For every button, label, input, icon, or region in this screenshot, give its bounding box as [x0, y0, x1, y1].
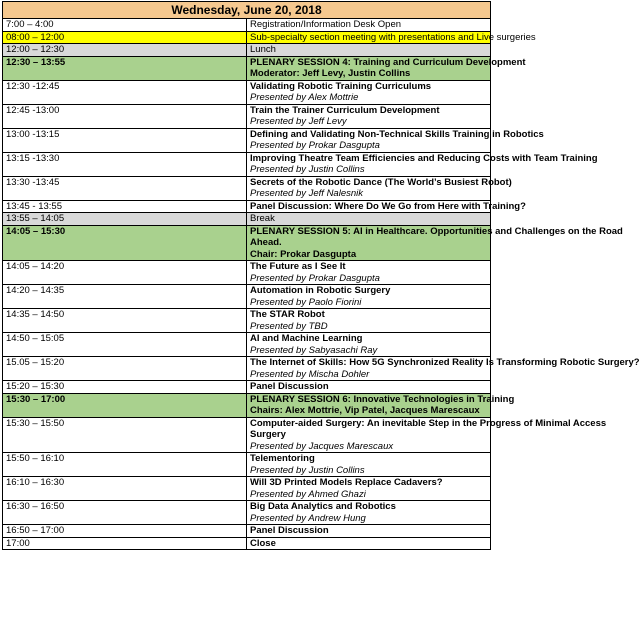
talk-presenter: Presented by Jeff Nalesnik — [250, 188, 364, 199]
time-cell: 16:50 – 17:00 — [3, 525, 247, 538]
time-cell: 13:30 -13:45 — [3, 176, 247, 200]
table-row — [3, 261, 491, 285]
talk-presenter: Presented by Mischa Dohler — [250, 368, 370, 380]
talk-presenter: Presented by Paolo Fiorini — [250, 296, 362, 308]
talk-cell — [247, 80, 491, 104]
time-cell: 12:45 -13:00 — [3, 104, 247, 128]
time-cell: 13:15 -13:30 — [3, 152, 247, 176]
talk-title: Improving Theatre Team Efficiencies and Reducing Costs with Team Training — [250, 152, 598, 164]
talk-cell — [247, 501, 491, 525]
session-title: PLENARY SESSION 4: Training and Curriculum Development — [250, 56, 526, 68]
talk-presenter: Presented by Andrew Hung — [250, 512, 366, 524]
lunch-cell: Lunch — [247, 44, 491, 57]
table-row — [3, 477, 491, 501]
table-row — [3, 19, 491, 32]
panel-discussion-cell: Panel Discussion: Where Do We Go from Here with Training? — [247, 200, 491, 213]
table-row — [3, 357, 491, 381]
session-chairs: Chairs: Alex Mottrie, Vip Patel, Jacques Marescaux — [250, 405, 480, 416]
plenary-session-row — [3, 56, 491, 80]
time-cell: 14:50 – 15:05 — [3, 333, 247, 357]
time-cell: 14:05 – 15:30 — [3, 225, 247, 261]
time-cell: 16:30 – 16:50 — [3, 501, 247, 525]
session-chair: Chair: Prokar Dasgupta — [250, 248, 357, 260]
talk-title: The Internet of Skills: How 5G Synchronized Reality Is Transforming Robotic Surgery? — [250, 357, 640, 368]
talk-cell — [247, 285, 491, 309]
talk-title: Secrets of the Robotic Dance (The World’s Busiest Robot) — [250, 176, 512, 188]
talk-cell — [247, 261, 491, 285]
talk-presenter: Presented by Prokar Dasgupta — [250, 140, 380, 151]
talk-title: Validating Robotic Training Curriculums — [250, 80, 432, 92]
talk-presenter: Presented by Justin Collins — [250, 464, 365, 476]
table-row — [3, 200, 491, 213]
talk-title: Will 3D Printed Models Replace Cadavers? — [250, 477, 443, 488]
session-cell — [247, 393, 515, 417]
time-cell: 15.05 – 15:20 — [3, 357, 247, 381]
time-cell: 14:35 – 14:50 — [3, 309, 247, 333]
talk-title-cont: Surgery — [250, 429, 286, 440]
table-row — [3, 285, 491, 309]
break-cell: Break — [247, 213, 491, 226]
talk-presenter: Presented by Sabyasachi Ray — [250, 344, 378, 356]
talk-presenter: Presented by Prokar Dasgupta — [250, 272, 380, 284]
table-row — [3, 176, 491, 200]
table-row — [3, 309, 491, 333]
session-title-cont: Ahead. — [250, 237, 282, 248]
talk-title: Defining and Validating Non-Technical Skills Training in Robotics — [250, 128, 544, 140]
table-row — [3, 501, 491, 525]
schedule-header-row — [3, 2, 491, 19]
close-cell: Close — [247, 537, 491, 550]
talk-title: AI and Machine Learning — [250, 333, 363, 344]
time-cell: 13:45 - 13:55 — [3, 200, 247, 213]
talk-cell — [247, 128, 544, 152]
session-moderator: Moderator: Jeff Levy, Justin Collins — [250, 68, 411, 79]
talk-cell — [247, 417, 607, 453]
time-cell: 15:30 – 15:50 — [3, 417, 247, 453]
time-cell: 12:30 -12:45 — [3, 80, 247, 104]
talk-cell — [247, 477, 491, 501]
talk-cell — [247, 152, 598, 176]
talk-title: Computer-aided Surgery: An inevitable Step in the Progress of Minimal Access — [250, 417, 607, 429]
talk-title: Automation in Robotic Surgery — [250, 285, 391, 296]
session-cell — [247, 225, 623, 261]
talk-cell — [247, 176, 512, 200]
registration-cell: Registration/Information Desk Open — [247, 19, 491, 32]
session-cell — [247, 56, 526, 80]
time-cell: 16:10 – 16:30 — [3, 477, 247, 501]
time-cell: 13:00 -13:15 — [3, 128, 247, 152]
time-cell: 15:30 – 17:00 — [3, 393, 247, 417]
table-row — [3, 453, 491, 477]
talk-presenter: Presented by Alex Mottrie — [250, 92, 359, 103]
talk-cell — [247, 333, 491, 357]
talk-title: The Future as I See It — [250, 261, 346, 272]
talk-title: Big Data Analytics and Robotics — [250, 501, 396, 512]
table-row — [3, 104, 491, 128]
panel-discussion-cell: Panel Discussion — [247, 381, 491, 394]
time-cell: 12:00 – 12:30 — [3, 44, 247, 57]
time-cell: 15:50 – 16:10 — [3, 453, 247, 477]
talk-presenter: Presented by Jacques Marescaux — [250, 440, 394, 452]
talk-title: Train the Trainer Curriculum Development — [250, 104, 440, 116]
time-cell: 17:00 — [3, 537, 247, 550]
panel-discussion-cell: Panel Discussion — [247, 525, 491, 538]
time-cell: 7:00 – 4:00 — [3, 19, 247, 32]
table-row — [3, 537, 491, 550]
time-cell: 13:55 – 14:05 — [3, 213, 247, 226]
session-title: PLENARY SESSION 5: AI in Healthcare. Opportunities and Challenges on the Road — [250, 225, 623, 237]
table-row — [3, 417, 491, 453]
session-title: PLENARY SESSION 6: Innovative Technologies in Training — [250, 393, 515, 405]
talk-cell — [247, 357, 640, 381]
plenary-session-row — [3, 225, 491, 261]
talk-cell — [247, 453, 491, 477]
table-row — [3, 44, 491, 57]
day-title: Wednesday, June 20, 2018 — [3, 2, 491, 19]
talk-presenter: Presented by TBD — [250, 320, 328, 332]
table-row — [3, 128, 491, 152]
talk-presenter: Presented by Justin Collins — [250, 164, 365, 175]
table-row — [3, 525, 491, 538]
time-cell: 15:20 – 15:30 — [3, 381, 247, 394]
table-row — [3, 31, 491, 44]
table-row — [3, 80, 491, 104]
talk-title: The STAR Robot — [250, 309, 325, 320]
time-cell: 14:20 – 14:35 — [3, 285, 247, 309]
schedule-table — [2, 1, 640, 550]
plenary-session-row — [3, 393, 491, 417]
time-cell: 08:00 – 12:00 — [3, 31, 247, 44]
time-cell: 14:05 – 14:20 — [3, 261, 247, 285]
table-row — [3, 333, 491, 357]
talk-cell — [247, 309, 491, 333]
talk-cell — [247, 104, 491, 128]
talk-title: Telementoring — [250, 453, 315, 464]
table-row — [3, 381, 491, 394]
table-row — [3, 213, 491, 226]
time-cell: 12:30 – 13:55 — [3, 56, 247, 80]
talk-presenter: Presented by Ahmed Ghazi — [250, 488, 366, 500]
table-row — [3, 152, 491, 176]
talk-presenter: Presented by Jeff Levy — [250, 116, 347, 127]
subspecialty-cell: Sub-specialty section meeting with presentations and Live surgeries — [247, 31, 491, 44]
